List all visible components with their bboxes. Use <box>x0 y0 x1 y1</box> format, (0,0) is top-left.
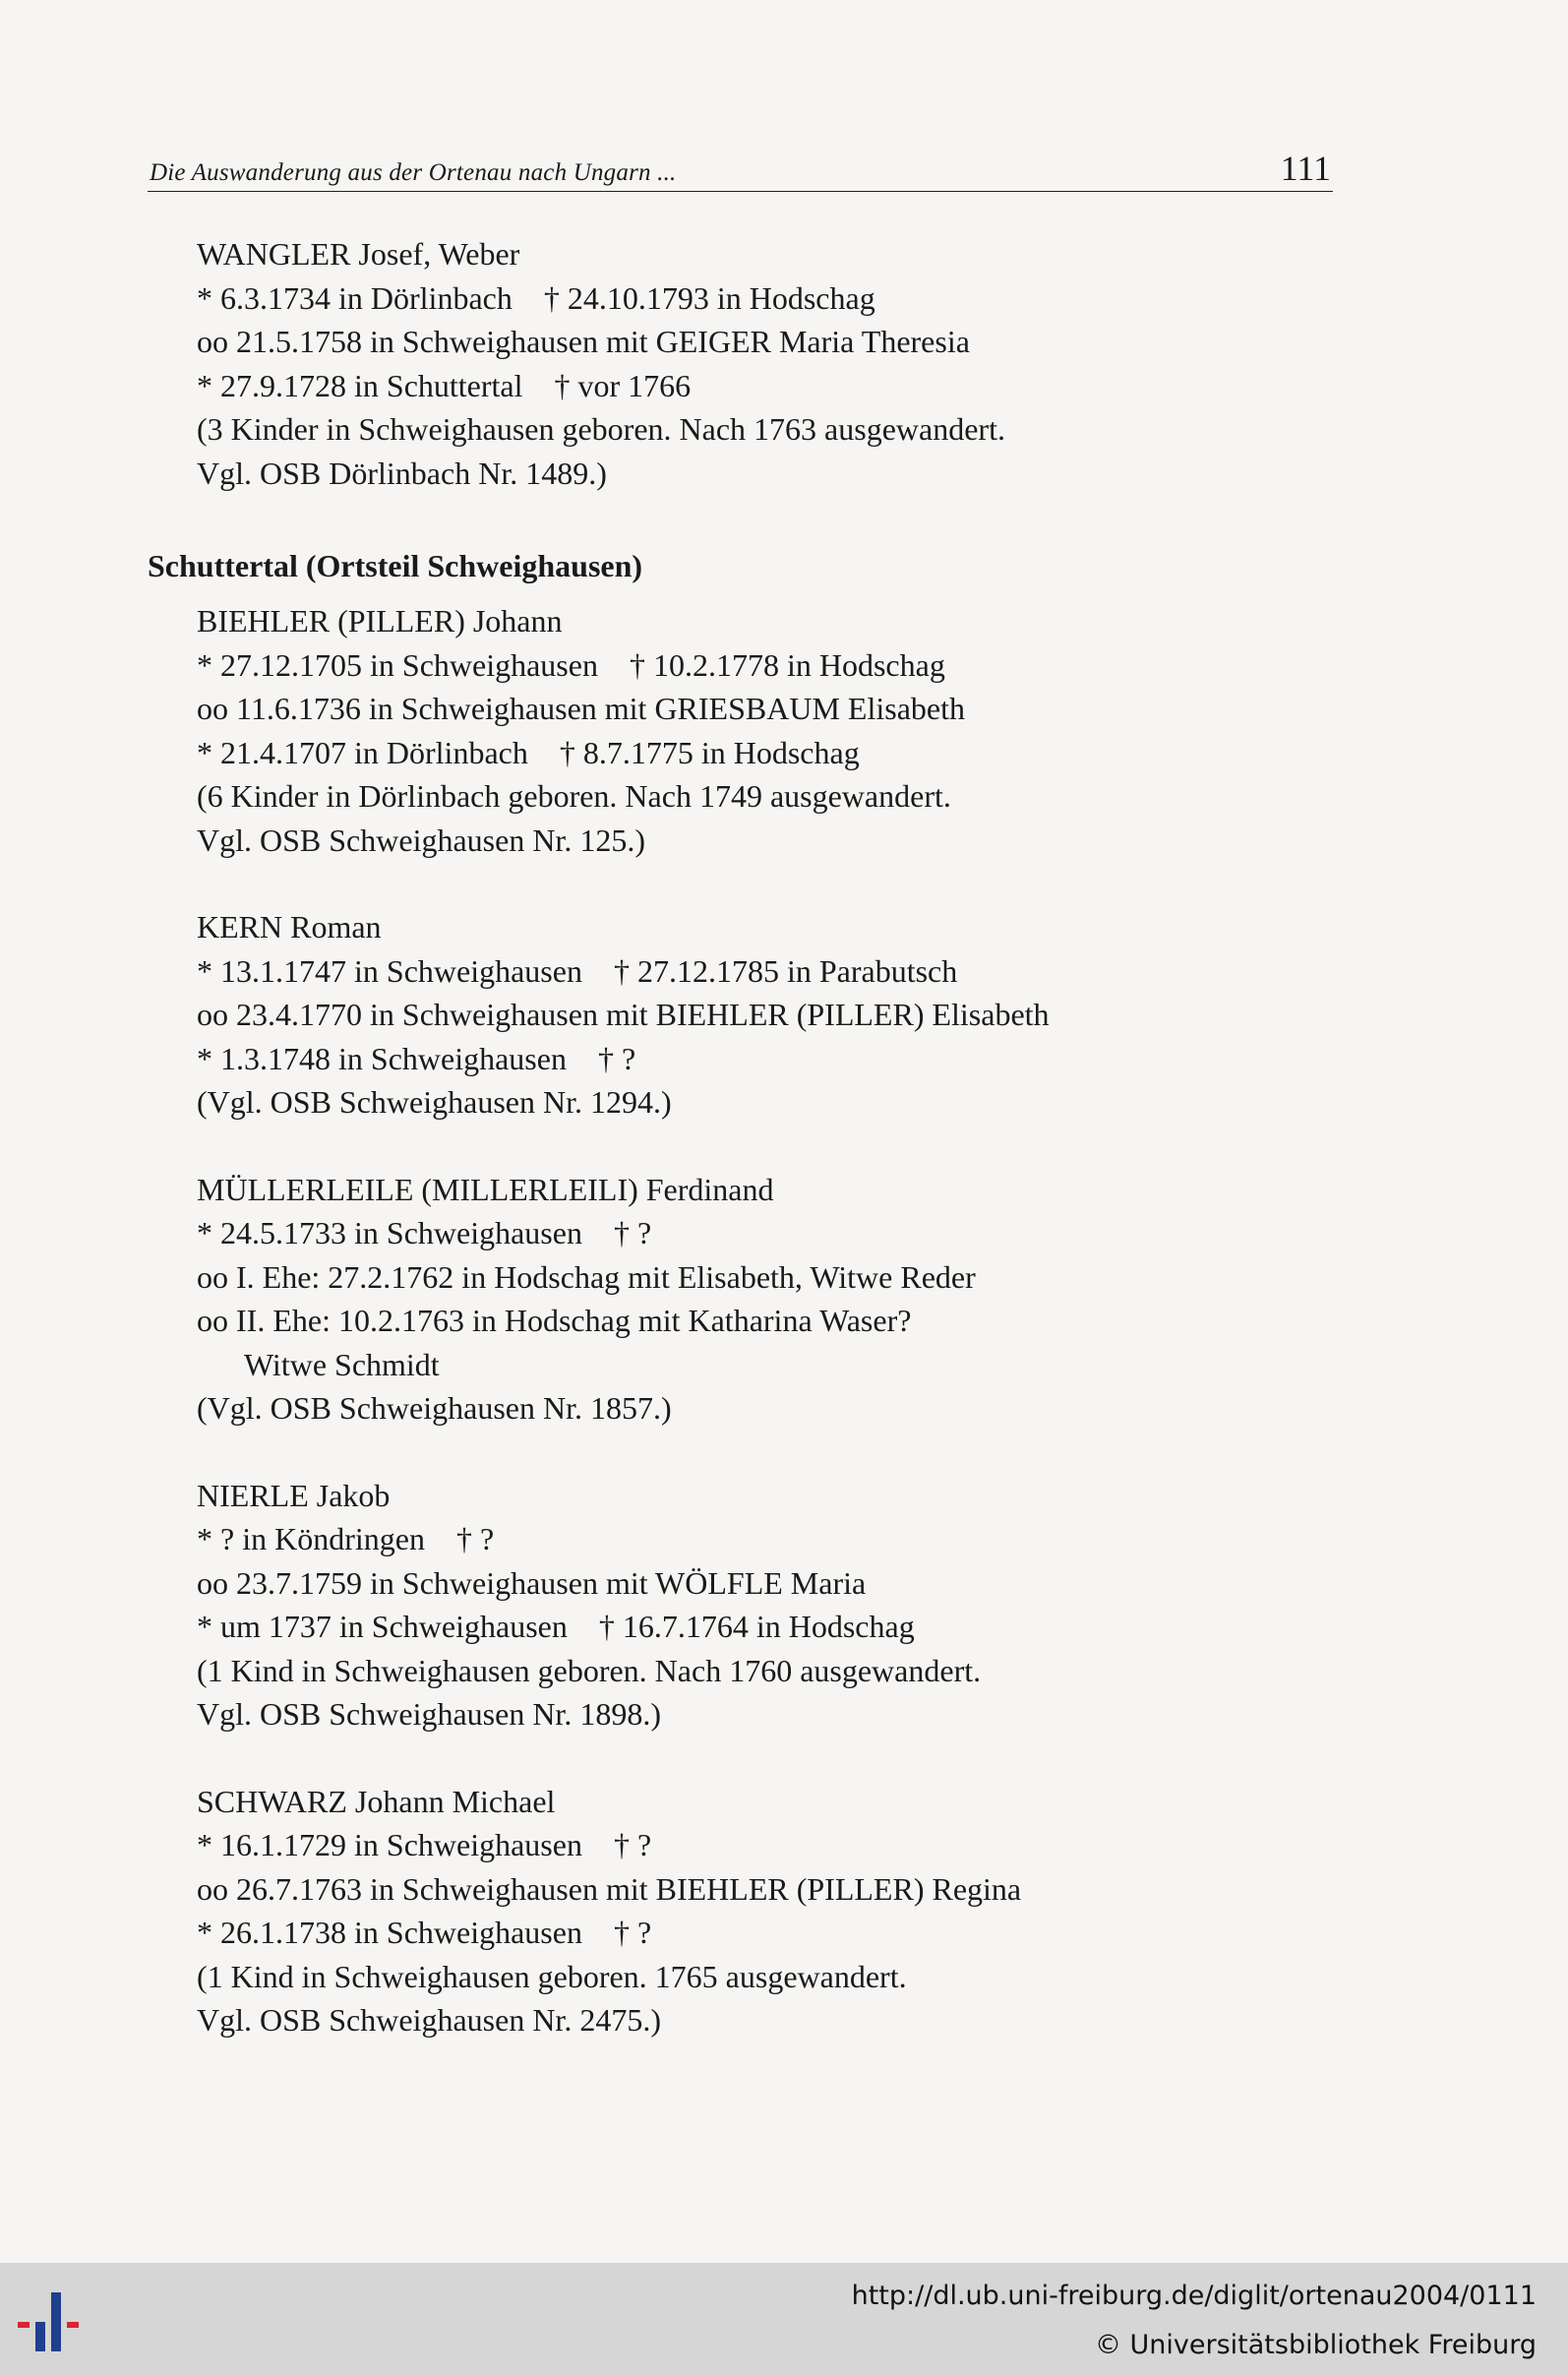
entry-line: (3 Kinder in Schweighausen geboren. Nach 1763 ausgewandert. <box>197 411 1005 447</box>
entry-line: * ? in Köndringen † ? <box>197 1521 495 1556</box>
entry-line: * 6.3.1734 in Dörlinbach † 24.10.1793 in Hodschag <box>197 279 875 316</box>
entry-line: * 27.12.1705 in Schweighausen † 10.2.1778 in Hodschag <box>197 646 945 683</box>
genealogy-entry-muellerleile <box>197 1168 1348 1431</box>
entry-line: oo 23.7.1759 in Schweighausen mit WÖLFLE Maria <box>197 1564 867 1601</box>
entry-line: oo 23.4.1770 in Schweighausen mit BIEHLER (PILLER) Elisabeth <box>197 997 1050 1032</box>
entry-line: SCHWARZ Johann Michael <box>197 1783 556 1819</box>
entry-line: Witwe Schmidt <box>244 1346 440 1382</box>
page-number: 111 <box>1280 149 1331 188</box>
entry-line: oo 11.6.1736 in Schweighausen mit GRIESBAUM Elisabeth <box>197 691 965 726</box>
entry-line: (1 Kind in Schweighausen geboren. 1765 ausgewandert. <box>197 1958 907 1994</box>
entry-line: * 16.1.1729 in Schweighausen † ? <box>197 1827 652 1862</box>
entry-line: * 21.4.1707 in Dörlinbach † 8.7.1775 in Hodschag <box>197 734 860 770</box>
entry-line: oo 26.7.1763 in Schweighausen mit BIEHLER (PILLER) Regina <box>197 1870 1022 1907</box>
entry-line: * 1.3.1748 in Schweighausen † ? <box>197 1040 636 1076</box>
genealogy-entry-schwarz <box>197 1780 1348 2042</box>
genealogy-entry-wangler <box>197 232 1348 495</box>
entry-line: oo II. Ehe: 10.2.1763 in Hodschag mit Katharina Waser? <box>197 1303 912 1338</box>
copyright-notice: © Universitätsbibliothek Freiburg <box>1094 2330 1537 2360</box>
entry-line: (Vgl. OSB Schweighausen Nr. 1857.) <box>197 1390 672 1426</box>
ub-freiburg-logo-icon[interactable] <box>18 2288 96 2357</box>
entry-line: Vgl. OSB Schweighausen Nr. 125.) <box>197 822 645 858</box>
page-content <box>148 232 1348 2042</box>
entry-line: * 24.5.1733 in Schweighausen † ? <box>197 1215 652 1250</box>
entry-line: * 13.1.1747 in Schweighausen † 27.12.1785 in Parabutsch <box>197 952 958 989</box>
entry-line: BIEHLER (PILLER) Johann <box>197 603 563 639</box>
entry-line: oo 21.5.1758 in Schweighausen mit GEIGER Maria Theresia <box>197 324 970 359</box>
running-head <box>148 148 1333 192</box>
viewer-footer <box>0 2263 1568 2376</box>
entry-line: * 27.9.1728 in Schuttertal † vor 1766 <box>197 367 692 403</box>
permalink-url[interactable]: http://dl.ub.uni-freiburg.de/diglit/ortenau2004/0111 <box>851 2281 1537 2311</box>
genealogy-entry-nierle <box>197 1474 1348 1736</box>
entry-line: (1 Kind in Schweighausen geboren. Nach 1760 ausgewandert. <box>197 1652 982 1688</box>
entry-line: * um 1737 in Schweighausen † 16.7.1764 in Hodschag <box>197 1609 915 1644</box>
entry-line: * 26.1.1738 in Schweighausen † ? <box>197 1915 652 1950</box>
entry-line: NIERLE Jakob <box>197 1477 391 1513</box>
running-title: Die Auswanderung aus der Ortenau nach Ungarn ... <box>150 159 677 186</box>
genealogy-entry-kern <box>197 905 1348 1125</box>
entry-line: (Vgl. OSB Schweighausen Nr. 1294.) <box>197 1084 672 1120</box>
entry-line: oo I. Ehe: 27.2.1762 in Hodschag mit Elisabeth, Witwe Reder <box>197 1258 976 1295</box>
section-heading: Schuttertal (Ortsteil Schweighausen) <box>148 548 643 583</box>
entry-line: Vgl. OSB Schweighausen Nr. 2475.) <box>197 2002 661 2038</box>
entry-line: (6 Kinder in Dörlinbach geboren. Nach 1749 ausgewandert. <box>197 778 951 814</box>
entry-line: Vgl. OSB Dörlinbach Nr. 1489.) <box>197 455 607 491</box>
entry-line: KERN Roman <box>197 909 382 944</box>
entry-line: Vgl. OSB Schweighausen Nr. 1898.) <box>197 1696 661 1732</box>
entry-line: MÜLLERLEILE (MILLERLEILI) Ferdinand <box>197 1171 774 1207</box>
entry-line: WANGLER Josef, Weber <box>197 236 520 272</box>
genealogy-entry-biehler <box>197 599 1348 862</box>
